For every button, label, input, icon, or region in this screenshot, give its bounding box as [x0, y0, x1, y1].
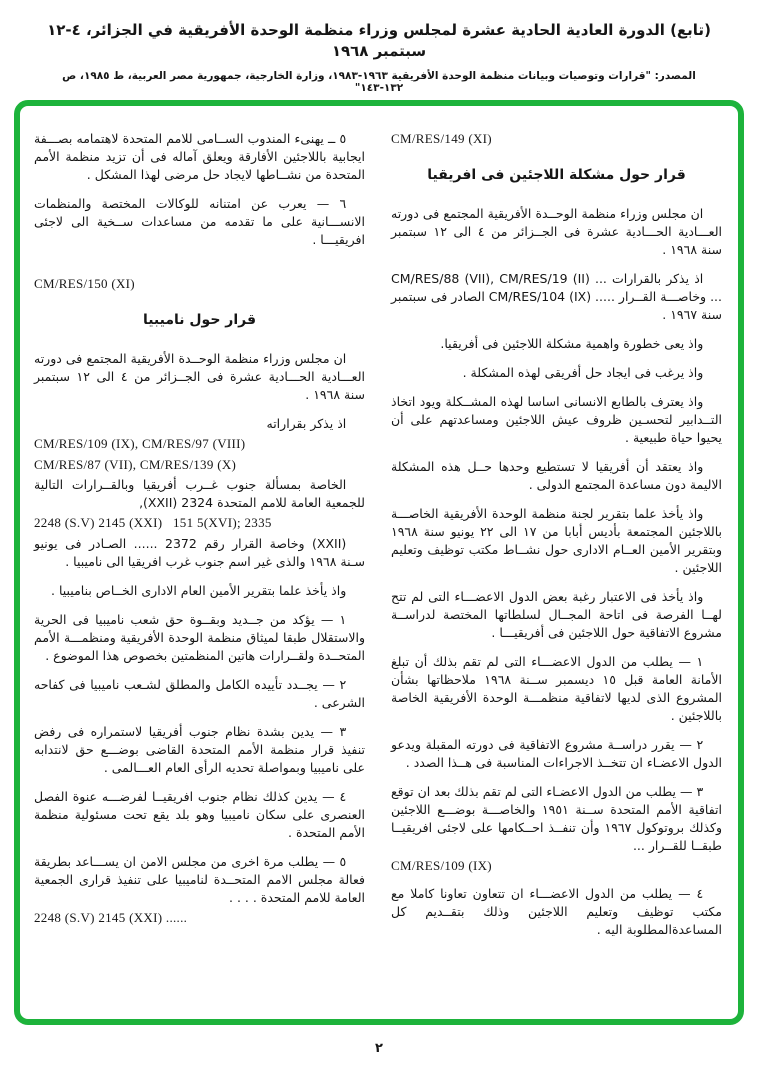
res149-item-6: ٦ — يعرب عن امتنانه للوكالات المختصة والمنظمات الانســـانية على ما تقدمه من مساعدات ســخية الى لاجئى افريقيـــا . [34, 196, 365, 247]
page-number: ٢ [375, 1041, 383, 1056]
resolution-title-149: قرار حول مشكلة اللاجئين فى افريقيا [427, 166, 686, 183]
column-resolution-150 [34, 130, 365, 1007]
res150-ref-line-4: 2248 (S.V) 2145 (XXI) ...... [34, 910, 188, 926]
res150-preamble-recalling: اذ يذكر بقراراته [266, 415, 347, 431]
page-header [0, 0, 758, 94]
res149-preamble-noting-report: واذ يأخذ علما بتقرير لجنة منظمة الوحدة الأفريقية الخاصـــة باللاجئين المجتمعة بأديس أبابا من ١٧ الى ٢٢ يونيو سنة ١٩٦٨ وبتقرير الأمين العــام الادارى حول نشــاط مكتب توظيف وتعليم اللاجئين . [391, 505, 723, 575]
res149-item-2: ٢ — يقرر دراســة مشروع الاتفاقية فى دورته المقبلة ويدعو الدول الاعضـاء ان تتخــذ الاجراءات المناسبة فى هــذا الصدد . [391, 736, 722, 770]
session-title: (تابع) الدورة العادية الحادية عشرة لمجلس وزراء منظمة الوحدة الأفريقية في الجزائر، ٤-١٢ سبتمبر ١٩٦٨ [47, 21, 711, 60]
res150-preamble-resolutions-a: الخاصة بمسألة جنوب غــرب أفريقيا وبالقــرارات التالية للجمعية العامة للامم المتحدة 2324 (XXII), [34, 477, 365, 511]
res149-preamble-recognizing: واذ يعترف بالطابع الانسانى اساسا لهذه المشــكلة ويود اتخاذ التــدابير لتحسـين ظروف عيش اللاجئين ومساعدتهم على أن يحيوا حياة طبيعية . [391, 393, 722, 445]
res149-item-3: ٣ — يطلب من الدول الاعضـاء التى لم تقم بذلك بعد ان توقع اتفاقية الأمم المتحدة ســنة ١٩٥١ والخاصـــة بوضـــع اللاجئين وكذلك بروتوكول ١٩٦٧ وأن تنفــذ احــكامها على لاجئى افريقيــا طبقــا للقــرار ... [391, 783, 722, 853]
document-frame [14, 100, 744, 1025]
res150-ref-line-2: CM/RES/87 (VII), CM/RES/139 (X) [34, 456, 237, 472]
res149-preamble-considering: واذ يأخذ فى الاعتبار رغبة بعض الدول الاعضـــاء التى لم تتح لهــا الفرصة فى اتاحة المجــال لسلطاتها المختصة لدراســة مشروع الاتفاقية حول اللاجئين فى أفريقيـــا . [391, 588, 722, 640]
res149-preamble-aware: واذ يعى خطورة واهمية مشكلة اللاجئين فى أفريقيا. [440, 335, 704, 351]
two-column-layout [34, 130, 722, 1007]
res149-preamble-believing: واذ يعتقد أن أفريقيا لا تستطيع وحدها حــل هذه المشكلة الاليمة دون مساعدة المجتمع الدولى . [391, 458, 722, 492]
res150-item-1: ١ — يؤكد من جــديد وبقــوة حق شعب ناميبيا فى الحرية والاستقلال طبقا لميثاق منظمة الوحدة الأفريقية ومنظمـــة الأمم المتحــدة ولقــرارات هاتين المنظمتين بخصوص هذا الموضوع . [34, 612, 365, 664]
resolution-title-150: قرار حول ناميبيا [142, 311, 257, 328]
res149-item-1: ١ — يطلب من الدول الاعضـــاء التى لم تقم بذلك أن تبلغ الأمانة العامة قبل ١٥ ديسمبر ســنة ١٩٦٨ ملاحظاتها بشأن المشروع الذى لديها لاتفاقية منظمـــة الوحدة الأفريقية الخاصة باللاجئين . [391, 653, 722, 723]
resolution-ref-149: CM/RES/149 (XI) [391, 131, 492, 146]
res150-item-3: ٣ — يدين بشدة نظام جنوب أفريقيا لاستمراره فى رفض تنفيذ قرار منظمة الأمم المتحدة القاضى بوضـــع حق لانتدابه على ناميبيا وبمواصلة تحديه الرأى العام العـــالمى . [34, 724, 365, 776]
column-resolution-149 [391, 130, 722, 1007]
res150-preamble-resolutions-b: (XXII) وخاصة القرار رقم 2372 ...... الصـادر فى يونيو سـنة ١٩٦٨ والذى غير اسم جنوب غرب افريقيا الى ناميبيا . [34, 536, 365, 570]
res149-preamble-recalling: اذ يذكر بالقرارات ... CM/RES/88 (VII), CM/RES/19 (II) ... وخاصـــة القــرار ..... CM/RES/104 (IX) الصادر فى سبتمبر سنة ١٩٦٧ . [391, 270, 722, 322]
res149-preamble-session: ان مجلس وزراء منظمة الوحــدة الأفريقية المجتمع فى دورته العـــادية الحـــادية عشرة فى الجــزائر من ٤ الى ١٢ سبتمبر سنة ١٩٦٨ . [391, 205, 722, 257]
res150-preamble-session: ان مجلس وزراء منظمة الوحــدة الأفريقية المجتمع فى دورته العـــادية الحـــادية عشرة فى الجــزائر من ٤ الى ١٢ سبتمبر سنة ١٩٦٨ . [34, 350, 365, 402]
res150-ref-line-3: 2248 (S.V) 2145 (XXI) 151 5(XVI); 2335 [34, 515, 272, 531]
res149-item-5: ٥ ــ يهنىء المندوب الســامى للامم المتحدة لاهتمامه بصـــفة ايجابية باللاجئين الأفارقة ويعلق آماله فى أن تزيد منظمة الأمم المتحدة من نشــاطها لايجاد حل مرضى لهذا المشكل . [34, 131, 365, 182]
res149-preamble-desiring: واذ يرغب فى ايجاد حل أفريقى لهذه المشكلة . [462, 364, 704, 380]
res150-item-5: ٥ — يطلب مرة اخرى من مجلس الامن ان يســـاعد بطريقة فعالة مجلس الامم المتحــدة لناميبيا على تنفيذ قرارى الجمعية العامة للامم المتحدة . . . . [34, 854, 365, 906]
res149-item-3-ref: CM/RES/109 (IX) [391, 857, 492, 873]
source-citation: المصدر: "قرارات وتوصيات وبيانات منظمة الوحدة الأفريقية ١٩٦٣-١٩٨٣، وزارة الخارجية، جمهورية مصر العربية، ط ١٩٨٥، ص ١٣٢-١٤٣" [62, 70, 696, 94]
res150-preamble-noting: واذ يأخذ علما بتقرير الأمين العام الادارى الخــاص بناميبيا . [51, 583, 347, 599]
res150-item-2: ٢ — يجــدد تأييده الكامل والمطلق لشـعب ناميبيا فى كفاحه الشرعى . [34, 677, 365, 711]
res150-item-4: ٤ — يدين كذلك نظام جنوب افريقيــا لفرضـــه عنوة الفصل العنصرى على سكان ناميبيا وهو بلد يقع تحت مسئولية منظمة الأمم المتحدة . [34, 789, 365, 841]
res149-item-4: ٤ — يطلب من الدول الاعضـــاء ان تتعاون تعاونا كاملا مع مكتب توظيف وتعليم اللاجئين وذلك بتقــديم كل المساعدةالمطلوبة اليه . [391, 885, 722, 937]
res150-ref-line-1: CM/RES/109 (IX), CM/RES/97 (VIII) [34, 435, 246, 451]
resolution-ref-150: CM/RES/150 (XI) [34, 276, 135, 291]
